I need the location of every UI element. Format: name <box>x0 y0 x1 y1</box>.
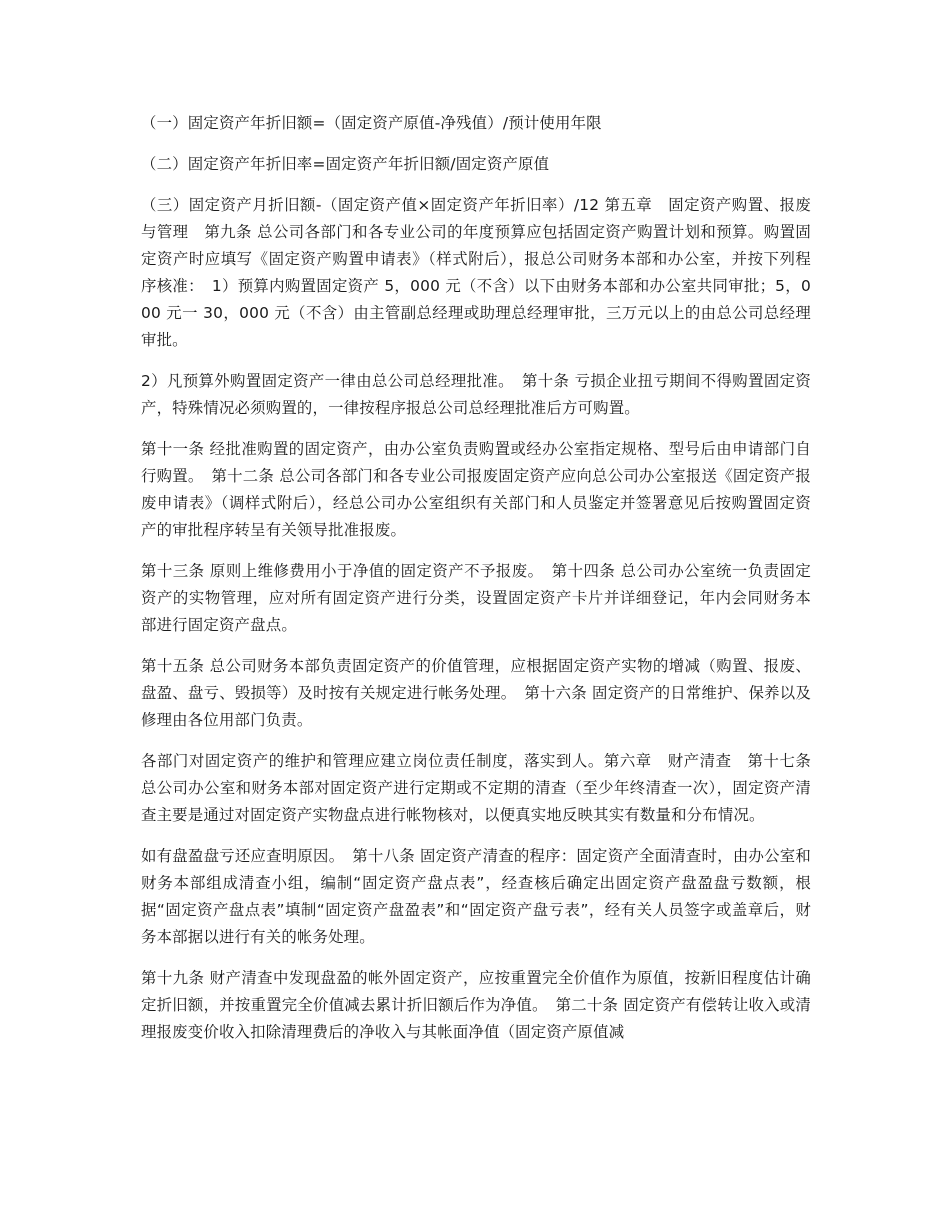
paragraph-3: （三）固定资产月折旧额-（固定资产值×固定资产年折旧率）/12 第五章 固定资产购置、报废与管理 第九条 总公司各部门和各专业公司的年度预算应包括固定资产购置计划和预算。购置固定资产时应填写《固定资产购置申请表》（样式附后），报总公司财务本部和办公室，并按下列程序核准： 1）预算内购置固定资产 5，000 元（不含）以下由财务本部和办公室共同审批；5，000 元一 30，000 元（不含）由主管副总经理或助理总经理审批，三万元以上的由总公司总经理审批。 <box>141 196 811 349</box>
paragraph-5: 第十一条 经批准购置的固定资产，由办公室负责购置或经办公室指定规格、型号后由申请部门自行购置。 第十二条 总公司各部门和各专业公司报废固定资产应向总公司办公室报送《固定资产报废申请表》（调样式附后），经总公司办公室组织有关部门和人员鉴定并签署意见后按购置固定资产的审批程序转呈有关领导批准报废。 <box>141 440 811 539</box>
paragraph-2: （二）固定资产年折旧率=固定资产年折旧额/固定资产原值 <box>141 155 550 173</box>
paragraph-9: 如有盘盈盘亏还应查明原因。 第十八条 固定资产清查的程序：固定资产全面清查时，由办公室和财务本部组成清查小组，编制“固定资产盘点表”，经查核后确定出固定资产盘盈盘亏数额，根据“固定资产盘点表”填制“固定资产盘盈表”和“固定资产盘亏表”，经有关人员签字或盖章后，财务本部据以进行有关的帐务处理。 <box>141 847 811 946</box>
paragraph-10: 第十九条 财产清查中发现盘盈的帐外固定资产，应按重置完全价值作为原值，按新旧程度估计确定折旧额，并按重置完全价值减去累计折旧额后作为净值。 第二十条 固定资产有偿转让收入或清理报废变价收入扣除清理费后的净收入与其帐面净值（固定资产原值减 <box>141 969 811 1041</box>
paragraph-8: 各部门对固定资产的维护和管理应建立岗位责任制度，落实到人。第六章 财产清查 第十七条 总公司办公室和财务本部对固定资产进行定期或不定期的清查（至少年终清查一次），固定资产清查主要是通过对固定资产实物盘点进行帐物核对，以便真实地反映其实有数量和分布情况。 <box>141 752 811 824</box>
paragraph-6: 第十三条 原则上维修费用小于净值的固定资产不予报废。 第十四条 总公司办公室统一负责固定资产的实物管理，应对所有固定资产进行分类，设置固定资产卡片并详细登记，年内会同财务本部进行固定资产盘点。 <box>141 562 811 634</box>
paragraph-4: 2）凡预算外购置固定资产一律由总公司总经理批准。 第十条 亏损企业扭亏期间不得购置固定资产，特殊情况必须购置的，一律按程序报总公司总经理批准后方可购置。 <box>141 372 811 417</box>
document-body <box>141 110 811 1060</box>
paragraph-7: 第十五条 总公司财务本部负责固定资产的价值管理，应根据固定资产实物的增减（购置、报废、盘盈、盘亏、毁损等）及时按有关规定进行帐务处理。 第十六条 固定资产的日常维护、保养以及修理由各位用部门负责。 <box>141 657 811 729</box>
paragraph-1: （一）固定资产年折旧额=（固定资产原值-净残值）/预计使用年限 <box>141 114 602 132</box>
